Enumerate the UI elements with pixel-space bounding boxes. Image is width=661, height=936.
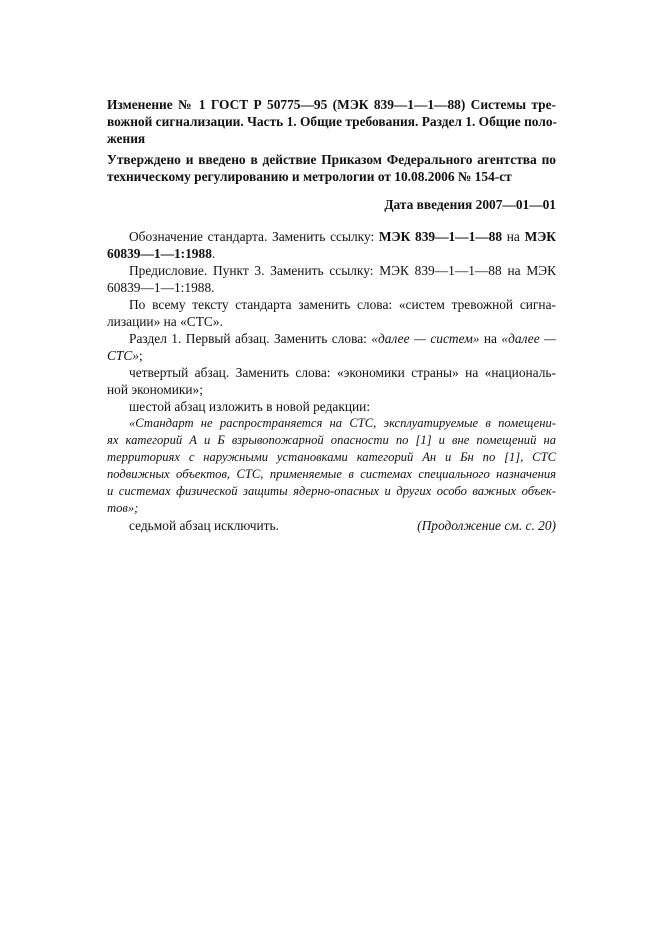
quote-line: «Стандарт не распространяется на СТС, эксплуатируемые в помещени- [129, 416, 556, 430]
paragraph-preface-line: 60839—1—1:1988. [107, 280, 215, 295]
paragraph-designation-line: 60839—1—1:1988. [107, 246, 216, 261]
quote-line: тов»; [107, 501, 139, 515]
paragraph-replace-line: лизации» на «СТС». [107, 314, 223, 329]
effective-date: Дата введения 2007—01—01 [384, 197, 556, 212]
paragraph-section1-line: СТС»; [107, 348, 143, 363]
paragraph-replace-line: По всему тексту стандарта заменить слова: «систем тревожной сигна- [129, 297, 556, 312]
paragraph-fourth-line: ной экономики»; [107, 382, 203, 397]
paragraph-seventh: седьмой абзац исключить. [129, 518, 279, 533]
quote-line: территориях с наружными установками категорий Ан и Бн по [1], СТС [107, 450, 556, 464]
effective-date-block [107, 196, 556, 213]
title-line: вожной сигнализации. Часть 1. Общие требования. Раздел 1. Общие поло- [107, 114, 557, 129]
paragraph-section1-line: Раздел 1. Первый абзац. Заменить слова: «далее — систем» на «далее — [129, 331, 556, 346]
title-line: Изменение № 1 ГОСТ Р 50775—95 (МЭК 839—1—1—88) Системы тре- [107, 97, 556, 112]
paragraph-sixth: шестой абзац изложить в новой редакции: [129, 399, 371, 414]
approval-line: Утверждено и введено в действие Приказом Федерального агентства по [107, 152, 556, 167]
quote-line: и системах физической защиты ядерно-опасных и других особо важных объек- [107, 484, 556, 498]
amendment-title [107, 96, 556, 147]
approval-statement [107, 151, 556, 185]
continuation-note: (Продолжение см. с. 20) [417, 518, 556, 533]
paragraph-fourth-line: четвертый абзац. Заменить слова: «экономики страны» на «националь- [129, 365, 556, 380]
quote-line: подвижных объектов, СТС, применяемые в системах специального назначения [107, 467, 556, 481]
amendment-body [107, 228, 556, 534]
title-line: жения [107, 131, 146, 146]
continuation-note-block [107, 517, 556, 534]
paragraph-designation-line: Обозначение стандарта. Заменить ссылку: МЭК 839—1—1—88 на МЭК [129, 229, 556, 244]
quote-line: ях категорий А и Б взрывопожарной опасности по [1] и вне помещений на [107, 433, 556, 447]
paragraph-preface-line: Предисловие. Пункт 3. Заменить ссылку: МЭК 839—1—1—88 на МЭК [129, 263, 556, 278]
approval-line: техническому регулированию и метрологии от 10.08.2006 № 154-ст [107, 169, 512, 184]
